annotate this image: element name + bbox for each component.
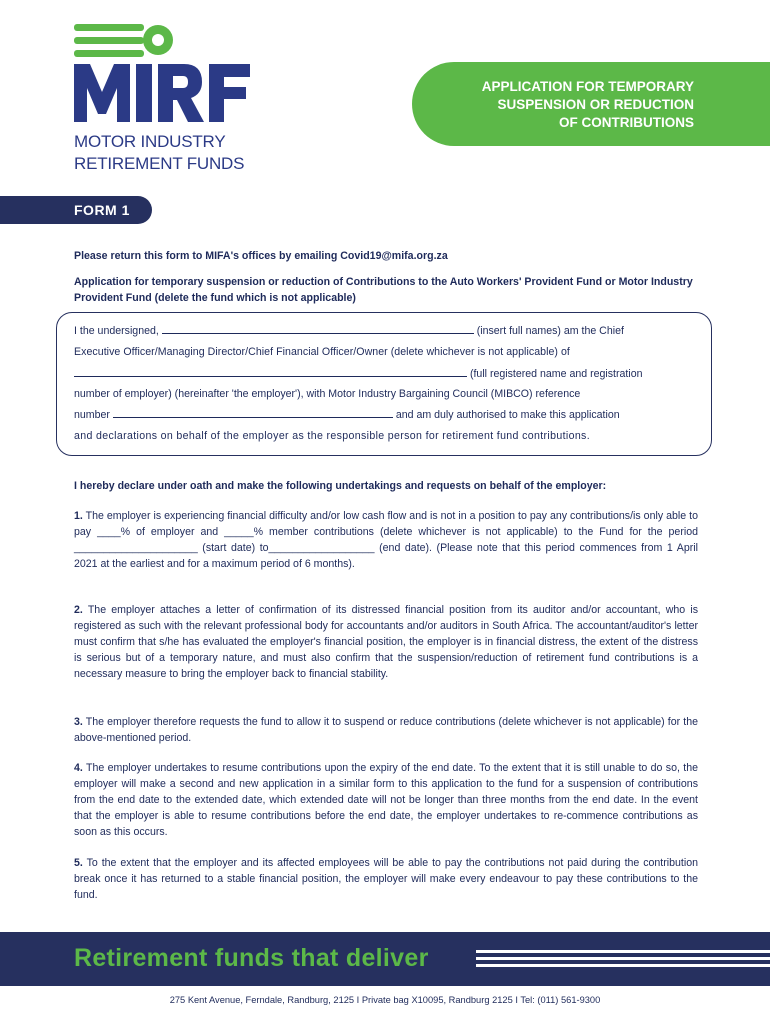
declaration-line-6: and declarations on behalf of the employer as the responsible person for retirement fund contributions. <box>74 430 590 442</box>
item-number: 3. <box>74 716 83 728</box>
item-number: 5. <box>74 857 83 869</box>
form-label-tab <box>0 196 152 224</box>
title-banner <box>412 62 770 146</box>
banner-line-1: APPLICATION FOR TEMPORARY <box>481 79 694 94</box>
declaration-line-1 <box>74 324 699 337</box>
full-names-hint: (insert full names) am the Chief <box>476 325 624 337</box>
logo-line-motor-industry: MOTOR INDUSTRY <box>74 132 226 151</box>
item-text: The employer attaches a letter of confirmation of its distressed financial position from its auditor and/or accountant, who is registered as such with the relevant professional body for accountants and/or auditors in South Africa. The accountant/auditor's letter must confirm that s/he has evaluated the employer's financial position, the employer is in financial distress, the extent of the distress is serious but of a temporary nature, and must also confirm that the suspension/reduction of retirement fund contributions is a necessary measure to bring the employer back to financial stability. <box>74 604 698 680</box>
reference-number-label: number <box>74 409 110 421</box>
undertaking-item-2 <box>74 602 698 682</box>
item-number: 4. <box>74 762 83 774</box>
return-instruction: Please return this form to MIFA's offices by emailing Covid19@mifa.org.za <box>74 250 448 262</box>
mirf-logo <box>72 22 262 182</box>
employer-name-field[interactable] <box>74 367 467 377</box>
item-number: 2. <box>74 604 83 616</box>
item-text: To the extent that the employer and its affected employees will be able to pay the contributions not paid during the contribution break once it has returned to a stable financial position, the employer will make every endeavour to pay these contributions to the fund. <box>74 857 698 901</box>
undertaking-item-1 <box>74 508 698 572</box>
footer-tagline: Retirement funds that deliver <box>74 944 429 972</box>
logo-line-retirement-funds: RETIREMENT FUNDS <box>74 154 245 173</box>
item-text: The employer is experiencing financial difficulty and/or low cash flow and is not in a position to pay any contributions/is only able to pay ____% of employer and _____% member contributions (delete whichever is not applicable) to the Fund for the period _____________________ (start date) to__________________ (end date). (Please note that this period commences from 1 April 2021 at the earliest and for a maximum period of 6 months). <box>74 510 698 570</box>
declaration-line-3 <box>74 367 699 380</box>
full-names-field[interactable] <box>162 324 474 334</box>
footer-address: 275 Kent Avenue, Ferndale, Randburg, 2125 I Private bag X10095, Randburg 2125 I Tel: (011) 561-9300 <box>169 995 601 1005</box>
authorisation-text: and am duly authorised to make this application <box>395 409 620 421</box>
application-title: Application for temporary suspension or reduction of Contributions to the Auto Workers' Provident Fund or Motor Industry Provident Fund (delete the fund which is not applicable) <box>74 276 693 304</box>
declaration-line-2: Executive Officer/Managing Director/Chief Financial Officer/Owner (delete whichever is not applicable) of <box>74 346 570 358</box>
employer-name-hint: (full registered name and registration <box>469 368 643 380</box>
banner-title <box>394 78 694 132</box>
undersigned-label: I the undersigned, <box>74 325 159 337</box>
declaration-line-5 <box>74 408 699 421</box>
reference-number-field[interactable] <box>113 408 393 418</box>
form-label: FORM 1 <box>74 202 130 218</box>
banner-line-3: OF CONTRIBUTIONS <box>559 115 694 130</box>
oath-heading: I hereby declare under oath and make the following undertakings and requests on behalf of the employer: <box>74 480 607 492</box>
undertaking-item-4 <box>74 760 698 840</box>
item-text: The employer therefore requests the fund to allow it to suspend or reduce contributions (delete whichever is not applicable) for the above-mentioned period. <box>74 716 698 744</box>
undertaking-item-5 <box>74 855 698 903</box>
banner-line-2: SUSPENSION OR REDUCTION <box>497 97 694 112</box>
footer-stripes <box>476 950 770 971</box>
item-number: 1. <box>74 510 83 522</box>
declaration-line-4: number of employer) (hereinafter 'the employer'), with Motor Industry Bargaining Council (MIBCO) reference <box>74 388 581 400</box>
mirf-logo-mark <box>72 22 262 132</box>
item-text: The employer undertakes to resume contributions upon the expiry of the end date. To the extent that it is still unable to do so, the employer will make a second and new application in a similar form to this application to the fund for a suspension of contributions from the end date to the extended date, which extended date will not be longer than three months from the end date. In the event that the employer is able to resume contributions before the end date, the employer undertakes to re-commence contributions as soon as this occurs. <box>74 762 698 838</box>
undertaking-item-3 <box>74 714 698 746</box>
